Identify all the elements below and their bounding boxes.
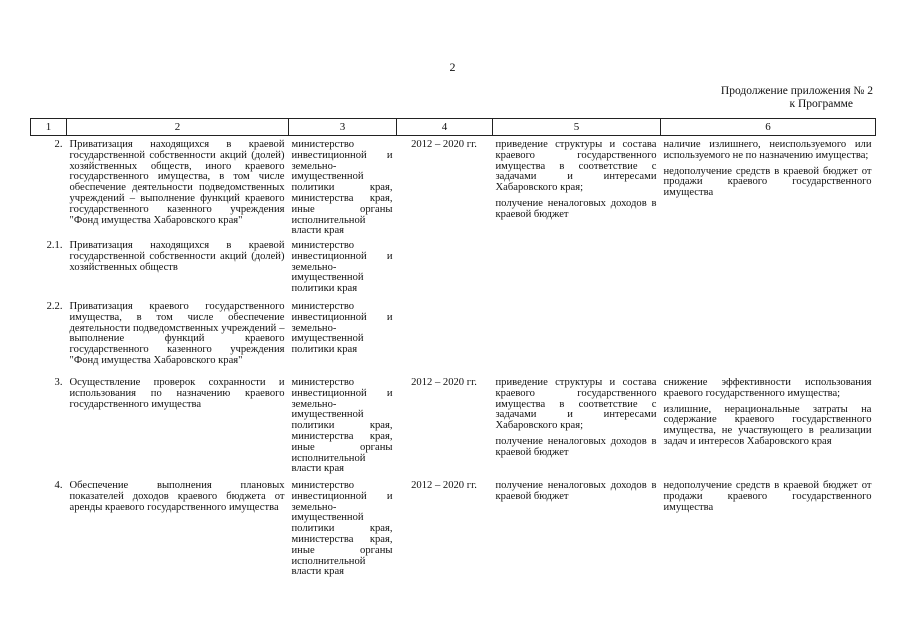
consequence-text: недополучение средств в краевой бюджет от продажи краевого государственного имущества <box>663 165 872 199</box>
column-header-5: 5 <box>493 119 661 136</box>
executor-cell <box>289 481 397 578</box>
measure-text: Приватизация находящихся в краевой государственной собственности акций (долей) хозяйственных обществ, иного краевого государственного имущества, в том числе обеспечение деятельности подведомственных учреждений – выполнение функций краевого государственного казенного учреждения "Фонд имущества Хабаровского края" <box>69 139 285 226</box>
column-number-row <box>31 119 876 136</box>
row-number: 3. <box>54 377 63 388</box>
consequences-cell <box>661 241 876 302</box>
row-number: 2. <box>54 139 63 150</box>
result-cell <box>493 241 661 302</box>
row-number: 2.1. <box>46 240 63 251</box>
period-cell: 2012 – 2020 гг. <box>411 139 477 150</box>
appendix-line-2: к Программе <box>789 98 853 110</box>
consequences-cell <box>661 302 876 378</box>
column-header-1: 1 <box>31 119 67 136</box>
consequence-text: излишние, нерациональные затраты на содержание краевого государственного имущества, не участвующего в реализации задач и интересов Хабаровского края <box>663 403 872 447</box>
consequence-text: снижение эффективности использования краевого государственного имущества; <box>663 377 872 399</box>
appendix-caption <box>721 85 873 111</box>
page-number: 2 <box>449 60 456 74</box>
measure-cell <box>67 481 289 578</box>
measure-cell <box>67 241 289 302</box>
period-cell <box>397 241 493 302</box>
table-row <box>31 136 876 242</box>
column-header-3: 3 <box>289 119 397 136</box>
column-header-4: 4 <box>397 119 493 136</box>
period-cell: 2012 – 2020 гг. <box>411 377 477 388</box>
result-text: приведение структуры и состава краевого государственного имущества в соответствие с задачами и интересами Хабаровского края; <box>495 377 657 432</box>
executor-text: министерство инвестиционной и земельно-имущественной политики края, министерства края, иные органы исполнительной власти края <box>291 139 393 237</box>
executor-text: министерство инвестиционной и земельно-имущественной политики края, министерства края, иные органы исполнительной власти края <box>291 480 393 578</box>
result-cell <box>493 136 661 242</box>
consequences-cell <box>661 481 876 578</box>
measure-cell <box>67 136 289 242</box>
result-text: получение неналоговых доходов в краевой бюджет <box>495 480 657 502</box>
table-row <box>31 378 876 481</box>
column-header-2: 2 <box>67 119 289 136</box>
result-cell <box>493 302 661 378</box>
measure-text: Приватизация находящихся в краевой государственной собственности акций (долей) хозяйственных обществ <box>69 240 285 273</box>
measure-cell <box>67 378 289 481</box>
result-text: приведение структуры и состава краевого государственного имущества в соответствие с задачами и интересами Хабаровского края; <box>495 139 657 194</box>
table-row <box>31 481 876 578</box>
table-row <box>31 241 876 302</box>
executor-cell <box>289 302 397 378</box>
measure-text: Осуществление проверок сохранности и использования по назначению краевого государственного имущества <box>69 377 285 410</box>
executor-text: министерство инвестиционной и земельно-имущественной политики края <box>291 240 393 295</box>
result-cell <box>493 481 661 578</box>
executor-cell <box>289 241 397 302</box>
measure-text: Обеспечение выполнения плановых показателей доходов краевого бюджета от аренды краевого государственного имущества <box>69 480 285 513</box>
result-text: получение неналоговых доходов в краевой бюджет <box>495 435 657 458</box>
consequences-cell <box>661 136 876 242</box>
consequences-cell <box>661 378 876 481</box>
executor-text: министерство инвестиционной и земельно-имущественной политики края, министерства края, иные органы исполнительной власти края <box>291 377 393 475</box>
period-cell: 2012 – 2020 гг. <box>411 480 477 491</box>
measure-text: Приватизация краевого государственного имущества, в том числе обеспечение деятельности подведомственных учреждений – выполнение функций краевого государственного казенного учреждения "Фонд имущества Хабаровского края" <box>69 301 285 366</box>
program-measures-table <box>30 118 876 578</box>
appendix-line-1: Продолжение приложения № 2 <box>720 85 873 97</box>
period-cell <box>397 302 493 378</box>
result-text: получение неналоговых доходов в краевой бюджет <box>495 197 657 220</box>
executor-text: министерство инвестиционной и земельно-имущественной политики края <box>291 301 393 356</box>
consequence-text: недополучение средств в краевой бюджет от продажи краевого государственного имущества <box>663 480 872 513</box>
consequence-text: наличие излишнего, неиспользуемого или используемого не по назначению имущества; <box>663 139 872 161</box>
table-row <box>31 302 876 378</box>
executor-cell <box>289 378 397 481</box>
executor-cell <box>289 136 397 242</box>
row-number: 4. <box>54 480 63 491</box>
column-header-6: 6 <box>661 119 876 136</box>
measure-cell <box>67 302 289 378</box>
row-number: 2.2. <box>46 301 63 312</box>
result-cell <box>493 378 661 481</box>
